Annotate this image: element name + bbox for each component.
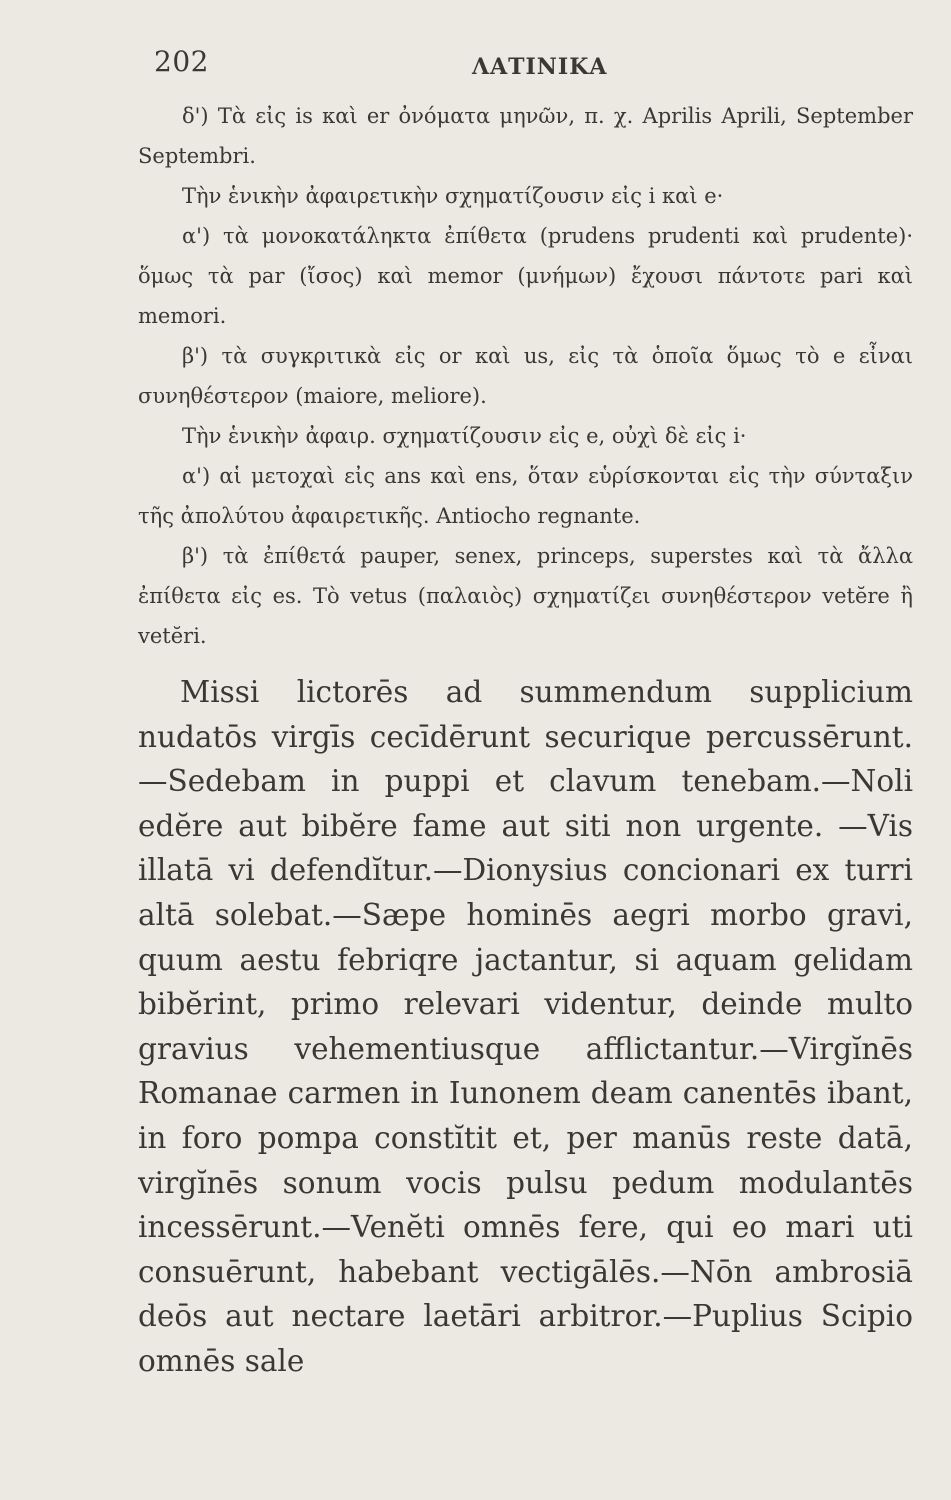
- note-paragraph: β') τὰ ἐπίθετά pauper, senex, princeps, superstes καὶ τὰ ἄλλα ἐπίθετα εἰς es. Τὸ vetus (παλαιὸς) σχηματίζει συνηθέστερον vetĕre ἢ vetĕri.: [138, 544, 913, 648]
- grammar-notes: [138, 96, 913, 656]
- page-header: [138, 40, 913, 96]
- exercise-paragraph: Missi lictorēs ad summendum supplicium nudatōs virgīs cecīdērunt securique percussērunt. —Sedebam in puppi et clavum tenebam.—Noli edĕre aut bibĕre fame aut siti non urgente. —Vis illatā vi defendĭtur.—Dionysius concionari ex turri altā solebat.—Sæpe hominēs aegri morbo gravi, quum aestu febriqre jactantur, si aquam gelidam bibĕrint, primo relevari videntur, deinde multo gravius vehementiusque afflictantur.—Virgĭnēs Romanae carmen in Iunonem deam canentēs ibant, in foro pompa constĭtit et, per manūs reste datā, virgĭnēs sonum vocis pulsu pedum modulantēs incessērunt.—Venĕti omnēs fere, qui eo mari uti consuērunt, habebant vectigālēs.—Nōn ambrosiā deōs aut nectare laetāri arbitror.—Puplius Scipio omnēs sale: [138, 675, 913, 1378]
- note-paragraph: β') τὰ συγκριτικὰ εἰς or καὶ us, εἰς τὰ ὁποῖα ὅμως τὸ e εἶναι συνηθέστερον (maiore, meliore).: [138, 344, 913, 408]
- latin-exercise-text: [138, 670, 913, 1384]
- note-paragraph: Τὴν ἑνικὴν ἀφαιρετικὴν σχηματίζουσιν εἰς i καὶ e·: [182, 184, 724, 208]
- note-paragraph: α') αἱ μετοχαὶ εἰς ans καὶ ens, ὅταν εὑρίσκονται εἰς τὴν σύνταξιν τῆς ἀπολύτου ἀφαιρετικῆς. Antiocho regnante.: [138, 464, 913, 528]
- page-number: 202: [154, 45, 209, 78]
- running-head: ΛΑΤΙΝΙΚΑ: [472, 54, 608, 80]
- note-paragraph: α') τὰ μονοκατάληκτα ἐπίθετα (prudens prudenti καὶ prudente)· ὅμως τὰ par (ἴσος) καὶ memor (μνήμων) ἔχουσι πάντοτε pari καὶ memori.: [138, 224, 913, 328]
- note-paragraph: Τὴν ἑνικὴν ἀφαιρ. σχηματίζουσιν εἰς e, οὐχὶ δὲ εἰς i·: [182, 424, 747, 448]
- note-paragraph: δ') Τὰ εἰς is καὶ er ὀνόματα μηνῶν, π. χ. Aprilis Aprili, September Septembri.: [138, 104, 913, 168]
